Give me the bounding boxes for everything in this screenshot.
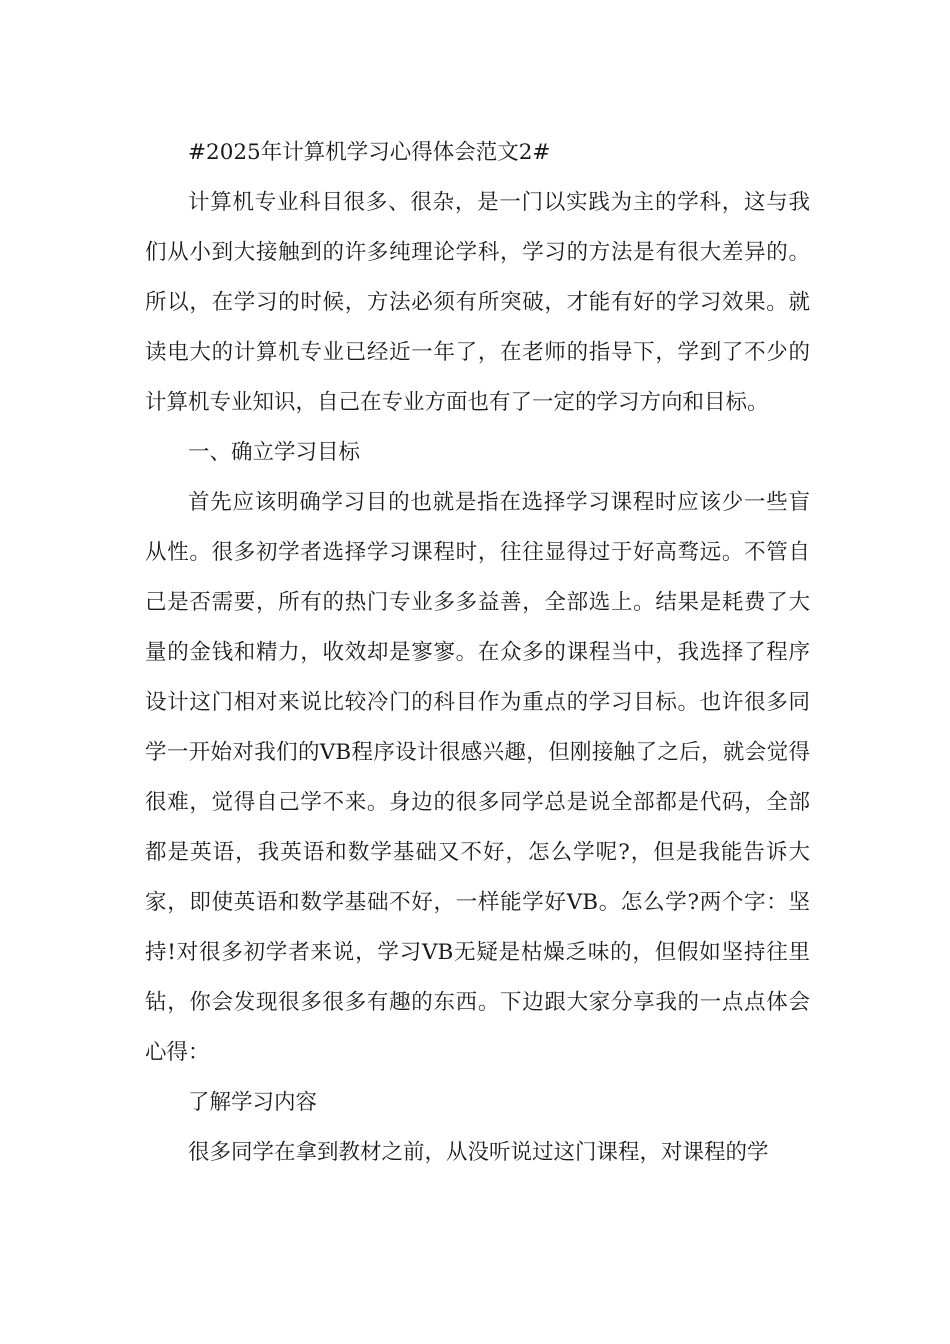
intro-paragraph: 计算机专业科目很多、很杂，是一门以实践为主的学科，这与我们从小到大接触到的许多纯理论学科，学习的方法是有很大差异的。所以，在学习的时候，方法必须有所突破，才能有好的学习效果。就读电大的计算机专业已经近一年了，在老师的指导下，学到了不少的计算机专业知识，自己在专业方面也有了一定的学习方向和目标。 [145,190,810,415]
document-title: #2025年计算机学习心得体会范文2# [188,140,551,165]
subsection-heading-content: 了解学习内容 [188,1090,318,1115]
section-heading-goals: 一、确立学习目标 [188,440,361,465]
goals-paragraph: 首先应该明确学习目的也就是指在选择学习课程时应该少一些盲从性。很多初学者选择学习课程时，往往显得过于好高骛远。不管自己是否需要，所有的热门专业多多益善，全部选上。结果是耗费了大量的金钱和精力，收效却是寥寥。在众多的课程当中，我选择了程序设计这门相对来说比较冷门的科目作为重点的学习目标。也许很多同学一开始对我们的VB程序设计很感兴趣，但刚接触了之后，就会觉得很难，觉得自己学不来。身边的很多同学总是说全部都是代码，全部都是英语，我英语和数学基础又不好，怎么学呢?，但是我能告诉大家，即使英语和数学基础不好，一样能学好VB。怎么学?两个字：坚持!对很多初学者来说，学习VB无疑是枯燥乏味的，但假如坚持往里钻，你会发现很多很多有趣的东西。下边跟大家分享我的一点点体会心得： [145,490,810,1065]
content-paragraph: 很多同学在拿到教材之前，从没听说过这门课程，对课程的学 [188,1140,769,1165]
document-body [145,128,810,1178]
